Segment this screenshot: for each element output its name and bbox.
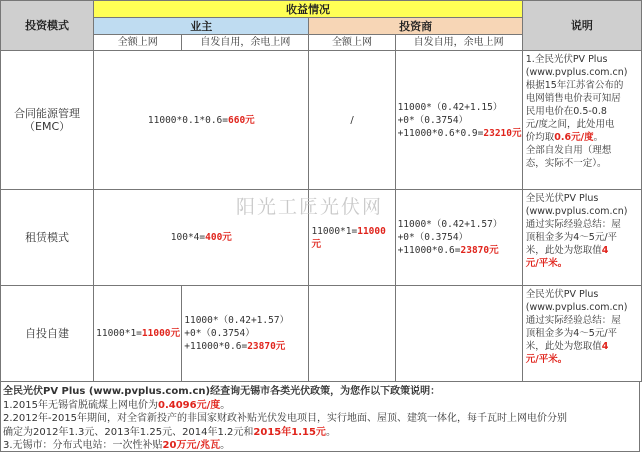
- self-note-line5: [526, 340, 639, 353]
- header-investor-full: 全额上网: [309, 35, 395, 51]
- emc-note-line7a: 价均取: [525, 132, 555, 143]
- header-owner-self: 自发自用，余电上网: [182, 35, 309, 51]
- lease-note-line4: 顶租金多为4～5元/平: [525, 232, 618, 243]
- self-note-line6: 元/平米。: [525, 354, 568, 365]
- self-owner-self-line1: 11000*（0.42+1.57）: [184, 315, 290, 326]
- lease-owner-value: 400元: [205, 232, 232, 243]
- lease-note-line1: 全民光伏PV Plus: [525, 193, 599, 204]
- lease-investor-self-line2: +0*（0.3754）: [397, 232, 469, 243]
- self-owner-self-line2: +0*（0.3754）: [184, 328, 255, 339]
- footer-subsidy: 20万元/兆瓦: [162, 440, 221, 451]
- lease-owner-formula: 100*4=: [170, 232, 206, 243]
- lease-note-line6: 元/平米。: [525, 258, 568, 269]
- emc-owner-income: [94, 51, 309, 190]
- header-owner-full: 全额上网: [94, 35, 182, 51]
- emc-investor-self: [395, 51, 522, 190]
- header-income: 收益情况: [94, 1, 523, 18]
- footer-point-2d: 。: [325, 426, 336, 438]
- emc-investor-self-line1: 11000*（0.42+1.15）: [397, 101, 503, 113]
- footer-intro: 全民光伏PV Plus (www.pvplus.com.cn)经查询无锡市各类光伏政策，为您作以下政策说明：: [3, 386, 441, 397]
- emc-note-line8: 全部自发自用（理想: [525, 145, 612, 156]
- emc-note-line7: [526, 131, 639, 144]
- footer-point-1c: 。: [220, 399, 231, 411]
- header-investor-self: 自发自用，余电上网: [395, 35, 522, 51]
- emc-investor-self-value: 23210元: [483, 127, 522, 139]
- emc-investor-self-line3: [398, 127, 522, 140]
- self-note-rent-value: 4: [601, 341, 609, 352]
- table-row-emc: [1, 51, 642, 190]
- footer-point-2b: 确定为2012年1.3元、2013年1.25元、2014年1.2元和: [3, 426, 254, 438]
- footer-2015-price: 2015年1.15元: [253, 426, 326, 438]
- emc-owner-formula: 11000*0.1*0.6=: [147, 114, 228, 126]
- row-label-lease: 租赁模式: [1, 190, 94, 286]
- row-label-emc-line2: （EMC）: [24, 120, 71, 133]
- header-investment-mode: 投资模式: [1, 1, 94, 51]
- header-owner: 业主: [94, 18, 309, 35]
- footer-desulfur-price: 0.4096元/度: [158, 399, 221, 411]
- watermark-text: 阳光工匠光伏网: [236, 196, 384, 218]
- row-label-emc-line1: 合同能源管理: [14, 107, 81, 120]
- self-owner-self-value: 23870元: [247, 341, 286, 352]
- row-label-self-build: 自投自建: [1, 286, 94, 382]
- footer-point-2: [3, 426, 639, 440]
- lease-investor-full: [309, 190, 395, 286]
- policy-footer: [0, 382, 640, 452]
- emc-note-line2: (www.pvplus.com.cn): [525, 67, 628, 78]
- emc-investor-self-formula: +11000*0.6*0.9=: [397, 127, 484, 139]
- footer-point-3c: 。: [220, 440, 231, 451]
- self-note-line1: 全民光伏PV Plus: [525, 289, 599, 300]
- lease-owner-income: [94, 190, 309, 286]
- self-owner-full-formula: 11000*1=: [96, 328, 142, 339]
- self-note-line4: 顶租金多为4～5元/平: [525, 328, 618, 339]
- self-owner-full-value: 11000元: [141, 328, 181, 339]
- footer-point-2a: 2.2012年-2015年期间，对全省新投产的非国家财政补贴光伏发电项目，实行地面、屋顶、建筑一体化，每千瓦时上网电价分别: [3, 413, 568, 424]
- lease-investor-full-formula: 11000*1=: [311, 225, 358, 237]
- emc-note-price: 0.6元/度: [554, 132, 594, 143]
- footer-point-3a: 3.无锡市：分布式电站：一次性补贴: [3, 440, 163, 451]
- self-note-line3: 通过实际经验总结：屋: [525, 315, 621, 326]
- self-investor-self: [395, 286, 522, 382]
- emc-note-line5: 民用电价在0.5-0.8: [525, 106, 607, 117]
- self-owner-self: [182, 286, 309, 382]
- lease-note: [522, 190, 641, 286]
- lease-note-line3: 通过实际经验总结：屋: [525, 219, 621, 230]
- emc-note-line1: 1.全民光伏PV Plus: [525, 54, 608, 65]
- emc-owner-value: 660元: [228, 114, 255, 126]
- self-note-line5a: 米，此处为您取值: [525, 341, 602, 352]
- emc-note-line9: 态，实际不一定）。: [525, 158, 607, 169]
- lease-investor-self-formula: +11000*0.6=: [397, 245, 461, 256]
- footer-point-3: [3, 439, 639, 453]
- self-note-line2: (www.pvplus.com.cn): [525, 302, 628, 313]
- header-investor: 投资商: [309, 18, 522, 35]
- emc-investor-full: /: [309, 51, 395, 190]
- lease-investor-self-value: 23870元: [460, 245, 499, 256]
- lease-note-line2: (www.pvplus.com.cn): [525, 206, 628, 217]
- row-label-emc: [1, 51, 94, 190]
- table-row-self-build: [1, 286, 642, 382]
- emc-investor-self-line2: +0*（0.3754）: [397, 114, 469, 126]
- lease-investor-full-value: 11000元: [311, 225, 386, 250]
- self-owner-full: [94, 286, 182, 382]
- emc-note-line3: 根据15年江苏省公布的: [525, 80, 624, 91]
- self-investor-full: [309, 286, 395, 382]
- lease-investor-self-line3: [398, 244, 522, 257]
- lease-investor-self: [395, 190, 522, 286]
- self-owner-self-formula: +11000*0.6=: [184, 341, 248, 352]
- emc-note-line4: 电网销售电价表可知居: [525, 93, 621, 104]
- self-note: [522, 286, 641, 382]
- emc-note-line6: 元/度之间，此处用电: [525, 119, 615, 130]
- lease-note-line5: [526, 244, 639, 257]
- lease-note-line5a: 米，此处为您取值: [525, 245, 602, 256]
- footer-point-1a: 1.2015年无锡省脱硫煤上网电价为: [3, 399, 158, 411]
- table-row-lease: [1, 190, 642, 286]
- emc-note-line7c: 。: [593, 132, 604, 143]
- emc-note: [522, 51, 641, 190]
- self-owner-self-line3: [184, 340, 308, 353]
- lease-note-rent-value: 4: [601, 245, 609, 256]
- lease-investor-self-line1: 11000*（0.42+1.57）: [397, 219, 503, 230]
- footer-point-1: [3, 399, 639, 413]
- header-notes: 说明: [522, 1, 641, 51]
